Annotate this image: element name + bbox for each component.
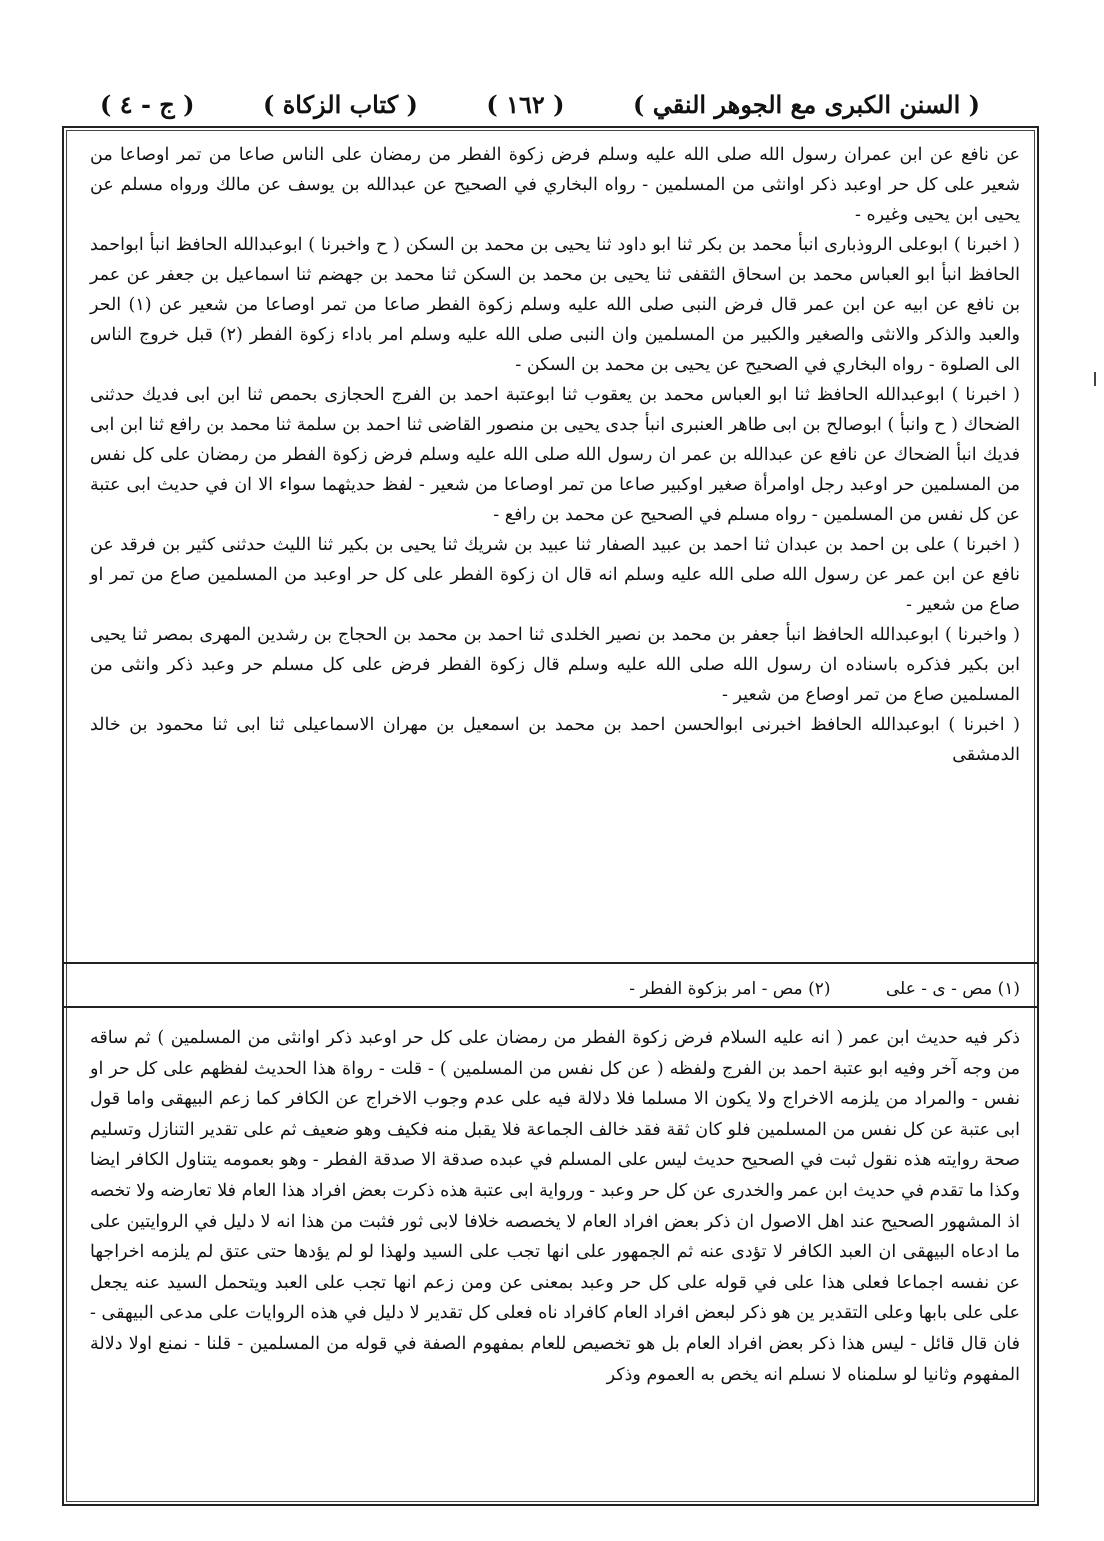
text-paragraph: ( اخبرنا ) على بن احمد بن عبدان ثنا احمد بن عبيد الصفار ثنا عبيد بن شريك ثنا يحيى بن بكير ثنا الليث حدثنى كثير بن فرقد عن نافع عن ابن عمر عن رسول الله صلى الله عليه وسلم انه قال ان زكوة الفطر على كل حر اوعبد من المسلمين صاع من تمر او صاع من شعير - [90, 535, 1020, 615]
text-paragraph: عن نافع عن ابن عمران رسول الله صلى الله عليه وسلم فرض زكوة الفطر من رمضان على الناس صاعا من تمر اوصاعا من شعير على كل حر اوعبد ذكر اوانثى من المسلمين - رواه البخاري في الصحيح عن عبدالله بن يوسف عن مالك ورواه مسلم عن يحيى ابن يحيى وغيره - [90, 145, 1020, 225]
text-paragraph: ( اخبرنا ) ابوعبدالله الحافظ ثنا ابو العباس محمد بن يعقوب ثنا ابوعتبة احمد بن الفرج الحجازى بحمص ثنا ابن ابى فديك حدثنى الضحاك ( ح وانبأ ) ابوصالح بن ابى طاهر العنبرى انبأ جدى يحيى بن منصور القاضى ثنا احمد بن سلمة ثنا محمد بن رافع ثنا ابن ابى فديك انبأ الضحاك عن نافع عن عبدالله بن عمر ان رسول الله صلى الله عليه وسلم فرض زكوة الفطر من رمضان على كل نفس من المسلمين حر اوعبد رجل اوامرأة صغير اوكبير صاعا من تمر اوصاعا من شعير - لفظ حديثهما سواء الا ان في حديث ابى عتبة عن كل نفس من المسلمين - رواه مسلم في الصحيح عن محمد بن رافع - [90, 385, 1020, 525]
page-number: ( ١٦٢ ) [486, 89, 565, 119]
footnotes [90, 977, 1020, 1001]
book-title: ( السنن الكبرى مع الجوهر النقي ) [632, 89, 980, 119]
main-text [90, 140, 1020, 770]
text-paragraph: ( اخبرنا ) ابوعلى الروذبارى انبأ محمد بن بكر ثنا ابو داود ثنا يحيى بن محمد بن السكن ( ح واخبرنا ) ابوعبدالله الحافظ انبأ ابواحمد الحافظ انبأ ابو العباس محمد بن اسحاق الثقفى ثنا يحيى بن محمد بن السكن ثنا محمد بن جهضم ثنا اسماعيل بن جعفر عن عمر بن نافع عن ابيه عن ابن عمر قال فرض النبى صلى الله عليه وسلم زكوة الفطر صاعا من تمر اوصاعا من شعير عن (١) الحر والعبد والذكر والانثى والصغير والكبير من المسلمين وان النبى صلى الله عليه وسلم امر باداء زكوة الفطر (٢) قبل خروج الناس الى الصلوة - رواه البخاري في الصحيح عن يحيى بن محمد بن السكن - [90, 235, 1020, 375]
footnote-divider [62, 962, 1039, 964]
footnote: (١) مص - ى - على [885, 979, 1020, 999]
chapter-title: ( كتاب الزكاة ) [262, 89, 418, 119]
text-paragraph: ( اخبرنا ) ابوعبدالله الحافظ اخبرنى ابوالحسن احمد بن محمد بن اسمعيل بن مهران الاسماعيلى ثنا ابى ثنا محمود بن خالد الدمشقى [90, 715, 1020, 765]
commentary-paragraph: ذكر فيه حديث ابن عمر ( انه عليه السلام فرض زكوة الفطر من رمضان على كل حر اوعبد ذكر اوانثى من المسلمين ) ثم ساقه من وجه آخر وفيه ابو عتبة احمد بن الفرج ولفظه ( عن كل نفس من المسلمين ) - قلت - رواة هذا الحديث لفظهم على كل حر او نفس - والمراد من يلزمه الاخراج ولا يكون الا مسلما فلا دلالة فيه على عدم وجوب الاخراج عن الكافر كما زعم البيهقى واما قول ابى عتبة عن كل نفس من المسلمين فلو كان ثقة فقد خالف الجماعة فلا يقبل منه فكيف وهو ضعيف ثم على تقدير التنازل وتسليم صحة روايته هذه نقول ثبت في الصحيح حديث ليس على المسلم في عبده صدقة الا صدقة الفطر - وهو بعمومه يتناول الكافر ايضا وكذا ما تقدم في حديث ابن عمر والخدرى عن كل حر وعبد - ورواية ابى عتبة هذه ذكرت بعض افراد هذا العام فلا تعارضه ولا تخصه اذ المشهور الصحيح عند اهل الاصول ان ذكر بعض افراد العام لا يخصصه خلافا لابى ثور فثبت من هذا انه لا دليل في الروايتين على ما ادعاه البيهقى ان العبد الكافر لا تؤدى عنه ثم الجمهور على انها تجب على السيد ولهذا لو لم يؤدها حتى عتق لم يلزمه اخراجها عن نفسه اجماعا فعلى هذا على في قوله على كل حر وعبد بمعنى عن ومن زعم انها تجب على العبد ويتحمل السيد عنه يجعل على على بابها وعلى التقدير ين هو ذكر لبعض افراد العام كافراد ناه فعلى كل تقدير لا دليل في هذه الروايات على مدعى البيهقى - فان قال قائل - ليس هذا ذكر بعض افراد العام بل هو تخصيص للعام بمفهوم الصفة في قوله من المسلمين - قلنا - نمنع اولا دلالة المفهوم وثانيا لو سلمناه لا نسلم انه يخص به العموم وذكر [90, 1028, 1020, 1385]
volume-number: ( ج - ٤ ) [100, 89, 195, 119]
text-paragraph: ( واخبرنا ) ابوعبدالله الحافظ انبأ جعفر بن محمد بن نصير الخلدى ثنا احمد بن محمد بن الحجاج بن رشدين المهرى بمصر ثنا يحيى ابن بكير فذكره باسناده ان رسول الله صلى الله عليه وسلم قال زكوة الفطر فرض على كل مسلم حر وعبد ذكر وانثى من المسلمين صاع من تمر اوصاع من شعير - [90, 625, 1020, 705]
page-header [100, 84, 980, 124]
commentary-divider [62, 1006, 1039, 1008]
commentary-text [90, 1023, 1020, 1390]
margin-mark [1094, 372, 1096, 386]
footnote: (٢) مص - امر بزكوة الفطر - [629, 979, 831, 999]
